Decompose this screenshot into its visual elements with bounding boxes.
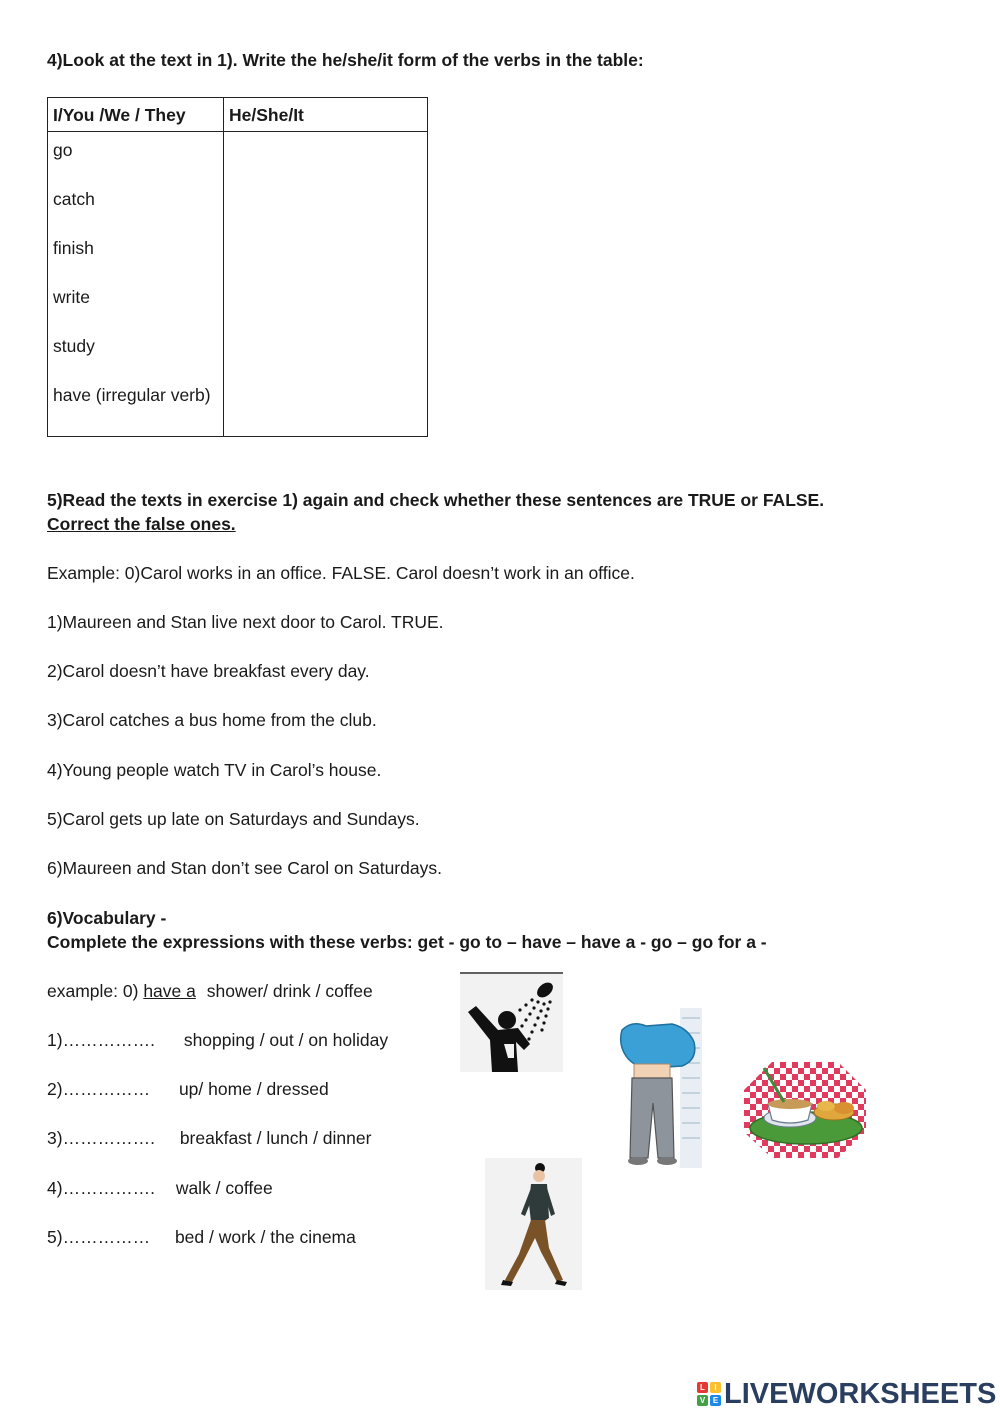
vocab-blank: …………… [62, 1079, 151, 1099]
statement-item: 3)Carol catches a bus home from the club. [47, 710, 377, 730]
vocab-item [47, 1128, 371, 1149]
table-column-divider [223, 98, 224, 436]
section5-title: 5)Read the texts in exercise 1) again and check whether these sentences are TRUE or FALSE. [47, 490, 825, 510]
vocab-item [47, 1178, 273, 1199]
statement-item: 1)Maureen and Stan live next door to Carol. TRUE. [47, 612, 444, 632]
table-cell-verb: go [53, 140, 73, 160]
table-cell-verb: catch [53, 189, 95, 209]
table-header-divider [48, 131, 427, 132]
section5-example: Example: 0)Carol works in an office. FALSE. Carol doesn’t work in an office. [47, 563, 635, 583]
logo-letter: L [697, 1382, 708, 1393]
vocab-item-number: 5) [47, 1227, 63, 1247]
vocab-blank: ……………. [62, 1128, 155, 1148]
section5-subtitle: Correct the false ones. [47, 514, 236, 534]
table-cell-verb: study [53, 336, 95, 356]
statement-item: 5)Carol gets up late on Saturdays and Sundays. [47, 809, 420, 829]
vocab-item-number: 4) [47, 1178, 63, 1198]
vocab-blank: ……………. [62, 1178, 155, 1198]
vocab-blank: ……………. [62, 1030, 155, 1050]
table-cell-verb: write [53, 287, 90, 307]
vocab-item-number: 2) [47, 1079, 63, 1099]
table-header-plural: I/You /We / They [53, 105, 186, 125]
logo-letter: I [710, 1382, 721, 1393]
logo-letter: V [697, 1395, 708, 1406]
statement-item: 6)Maureen and Stan don’t see Carol on Saturdays. [47, 858, 442, 878]
logo-letter: E [710, 1395, 721, 1406]
vocab-item-text: shopping / out / on holiday [183, 1030, 389, 1050]
section4-title: 4)Look at the text in 1). Write the he/she/it form of the verbs in the table: [47, 50, 644, 70]
statement-item: 2)Carol doesn’t have breakfast every day. [47, 661, 370, 681]
verb-table [47, 97, 428, 437]
vocab-item-text: breakfast / lunch / dinner [179, 1128, 372, 1148]
vocab-item-number: 3) [47, 1128, 63, 1148]
table-cell-verb: have (irregular verb) [53, 385, 211, 405]
vocab-example-prefix: example: 0) [47, 981, 139, 1001]
getting-dressed-picture [612, 1008, 702, 1168]
table-cell-verb: finish [53, 238, 94, 258]
vocab-item-text: up/ home / dressed [178, 1079, 329, 1099]
shower-picture [460, 972, 563, 1072]
vocab-example [47, 981, 373, 1002]
section6-title: 6)Vocabulary - [47, 908, 167, 928]
vocab-blank: …………… [62, 1227, 151, 1247]
vocab-item-number: 1) [47, 1030, 63, 1050]
vocab-item [47, 1227, 356, 1248]
table-header-singular: He/She/It [229, 105, 304, 125]
vocab-item-text: bed / work / the cinema [174, 1227, 356, 1247]
vocab-item [47, 1030, 388, 1051]
logo-text: LIVEWORKSHEETS [724, 1377, 997, 1410]
section6-instruction: Complete the expressions with these verbs: get - go to – have – have a - go – go for a - [47, 932, 767, 952]
statement-item: 4)Young people watch TV in Carol’s house. [47, 760, 382, 780]
vocab-item [47, 1079, 329, 1100]
vocab-example-rest: shower/ drink / coffee [206, 981, 373, 1001]
walking-woman-picture [485, 1158, 582, 1290]
vocab-item-text: walk / coffee [175, 1178, 273, 1198]
logo-grid-icon [697, 1382, 721, 1406]
vocab-example-answer: have a [143, 981, 196, 1001]
breakfast-picture [744, 1062, 866, 1158]
liveworksheets-logo [697, 1379, 996, 1409]
